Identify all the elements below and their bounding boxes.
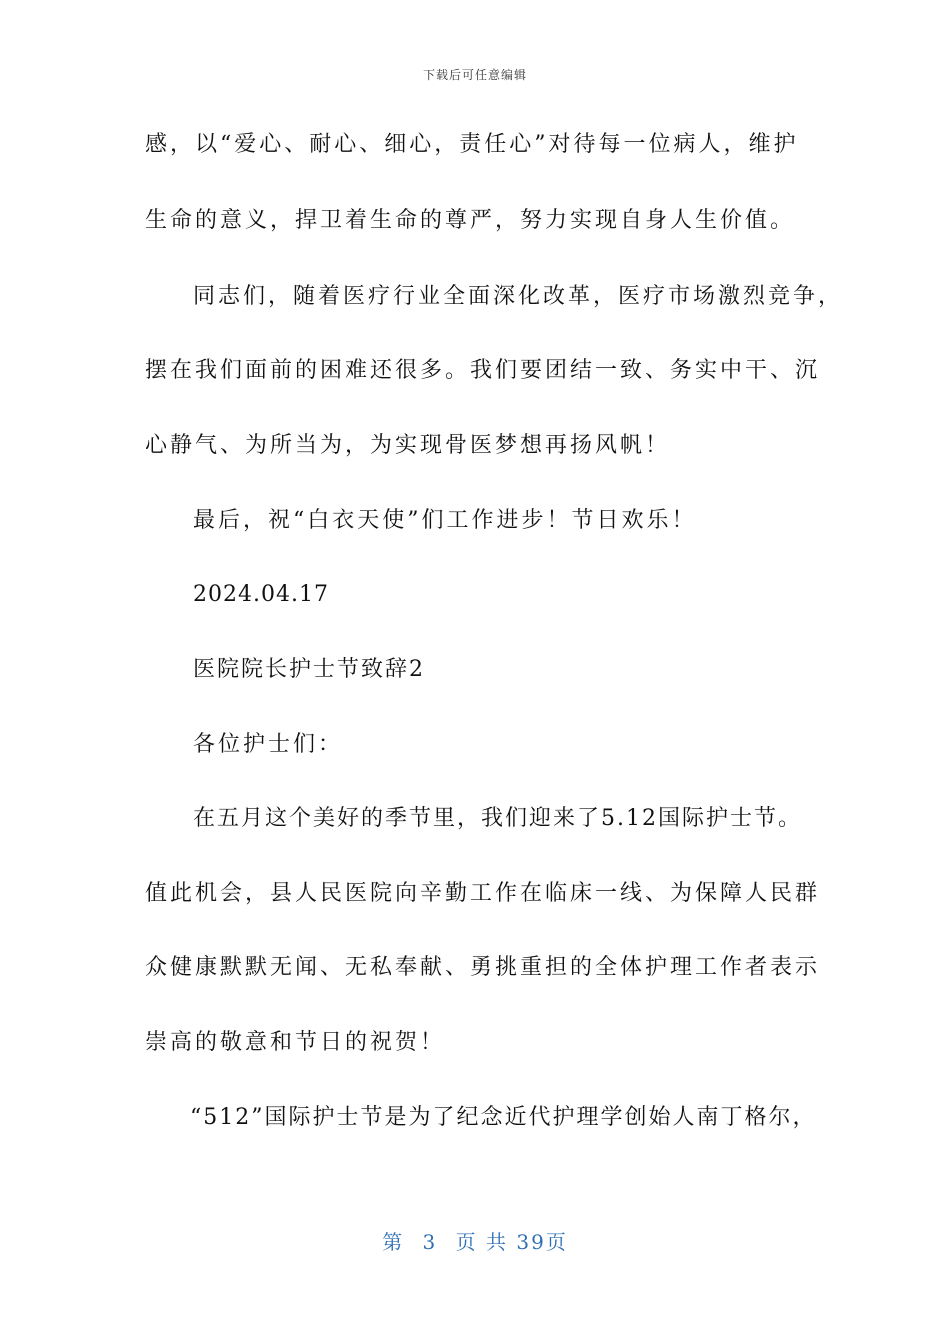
page-number: 3: [422, 1230, 438, 1254]
download-editable-note: 下载后可任意编辑: [422, 68, 527, 82]
page-footer: [0, 1226, 950, 1255]
paragraph-line-10: 崇高的敬意和节日的祝贺！: [145, 1030, 446, 1055]
paragraph-line-3: 同志们，随着医疗行业全面深化改革，医疗市场激烈竞争，: [193, 284, 844, 309]
salutation: 各位护士们：: [193, 732, 344, 757]
page-label-suffix: 页: [545, 1230, 568, 1254]
page-label-prefix: 第: [382, 1230, 405, 1254]
paragraph-line-11: “512”国际护士节是为了纪念近代护理学创始人南丁格尔，: [190, 1105, 817, 1130]
paragraph-line-1: 感，以“爱心、耐心、细心，责任心”对待每一位病人，维护: [145, 132, 799, 157]
paragraph-line-7: 在五月这个美好的季节里，我们迎来了5.12国际护士节。: [193, 806, 802, 831]
page-label-mid: 页 共: [455, 1230, 508, 1254]
paragraph-line-9: 众健康默默无闻、无私奉献、勇挑重担的全体护理工作者表示: [145, 955, 821, 980]
paragraph-line-8: 值此机会，县人民医院向辛勤工作在临床一线、为保障人民群: [145, 881, 821, 906]
paragraph-line-4: 摆在我们面前的困难还很多。我们要团结一致、务实中干、沉: [145, 358, 821, 383]
section-title: 医院院长护士节致辞2: [193, 657, 425, 682]
paragraph-line-5: 心静气、为所当为，为实现骨医梦想再扬风帆！: [145, 433, 671, 458]
date-line: 2024.04.17: [193, 582, 329, 607]
paragraph-line-6: 最后，祝“白衣天使”们工作进步！节日欢乐！: [193, 508, 697, 533]
paragraph-line-2: 生命的意义，捍卫着生命的尊严，努力实现自身人生价值。: [145, 208, 796, 233]
total-pages: 39: [516, 1230, 546, 1254]
